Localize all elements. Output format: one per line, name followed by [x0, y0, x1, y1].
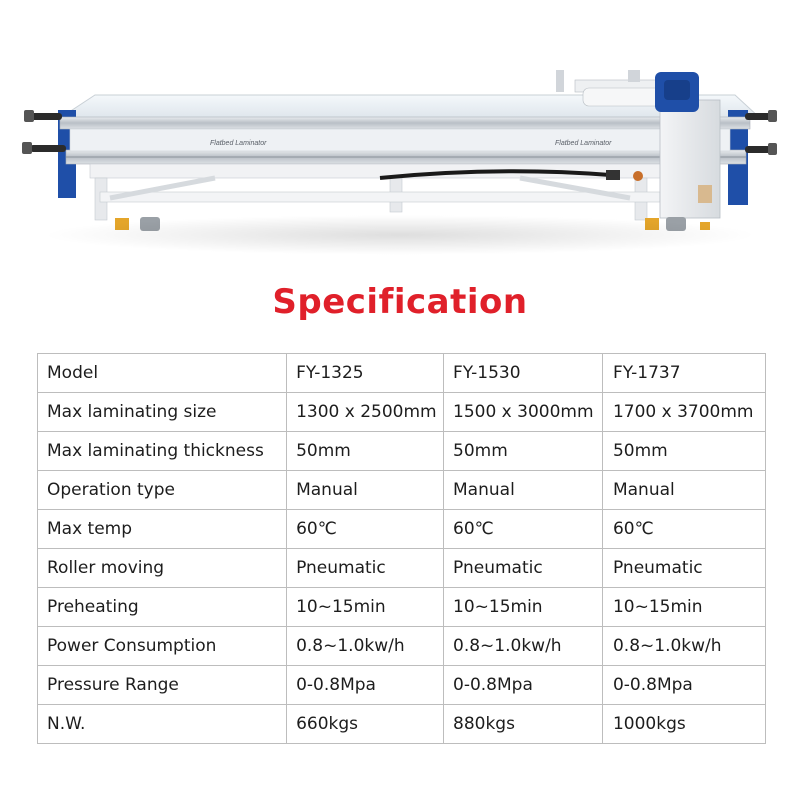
cell-value: 60℃: [287, 510, 444, 549]
page-title: Specification: [272, 282, 528, 322]
cell-value: Pneumatic: [444, 549, 603, 588]
cell-value: 50mm: [287, 432, 444, 471]
cell-value: Manual: [444, 471, 603, 510]
cell-value: Manual: [287, 471, 444, 510]
cell-value: FY-1737: [602, 354, 765, 393]
cell-value: Pneumatic: [602, 549, 765, 588]
row-label: Preheating: [38, 588, 287, 627]
specification-table: [37, 353, 766, 744]
machine-label-left: Flatbed Laminator: [210, 140, 267, 147]
cell-value: 50mm: [602, 432, 765, 471]
cell-value: 50mm: [444, 432, 603, 471]
table-row: [38, 549, 766, 588]
cell-value: 1700 x 3700mm: [602, 393, 765, 432]
cell-value: FY-1325: [287, 354, 444, 393]
cell-value: 1300 x 2500mm: [287, 393, 444, 432]
cell-value: Pneumatic: [287, 549, 444, 588]
cell-value: 1000kgs: [602, 705, 765, 744]
table-row: [38, 666, 766, 705]
row-label: Max temp: [38, 510, 287, 549]
row-label: Model: [38, 354, 287, 393]
table-row: [38, 471, 766, 510]
floor-shadow: [40, 215, 760, 255]
table-row: [38, 705, 766, 744]
row-label: Max laminating thickness: [38, 432, 287, 471]
cell-value: FY-1530: [444, 354, 603, 393]
cell-value: 60℃: [444, 510, 603, 549]
cell-value: 880kgs: [444, 705, 603, 744]
row-label: Power Consumption: [38, 627, 287, 666]
cell-value: 0.8~1.0kw/h: [444, 627, 603, 666]
cell-value: 0.8~1.0kw/h: [287, 627, 444, 666]
cell-value: 60℃: [602, 510, 765, 549]
cell-value: 0-0.8Mpa: [287, 666, 444, 705]
table-row: [38, 627, 766, 666]
row-label: N.W.: [38, 705, 287, 744]
cell-value: 0-0.8Mpa: [602, 666, 765, 705]
row-label: Roller moving: [38, 549, 287, 588]
cell-value: 10~15min: [602, 588, 765, 627]
row-label: Operation type: [38, 471, 287, 510]
table-row: [38, 432, 766, 471]
cell-value: 1500 x 3000mm: [444, 393, 603, 432]
cell-value: 0-0.8Mpa: [444, 666, 603, 705]
table-row: [38, 393, 766, 432]
product-photo: [0, 0, 800, 265]
cell-value: 660kgs: [287, 705, 444, 744]
cell-value: Manual: [602, 471, 765, 510]
table-row: [38, 354, 766, 393]
row-label: Max laminating size: [38, 393, 287, 432]
table-row: [38, 588, 766, 627]
row-label: Pressure Range: [38, 666, 287, 705]
cell-value: 0.8~1.0kw/h: [602, 627, 765, 666]
table-row: [38, 510, 766, 549]
machine-label-right: Flatbed Laminator: [555, 140, 612, 147]
cell-value: 10~15min: [444, 588, 603, 627]
right-end-rollers: [745, 110, 777, 155]
cell-value: 10~15min: [287, 588, 444, 627]
